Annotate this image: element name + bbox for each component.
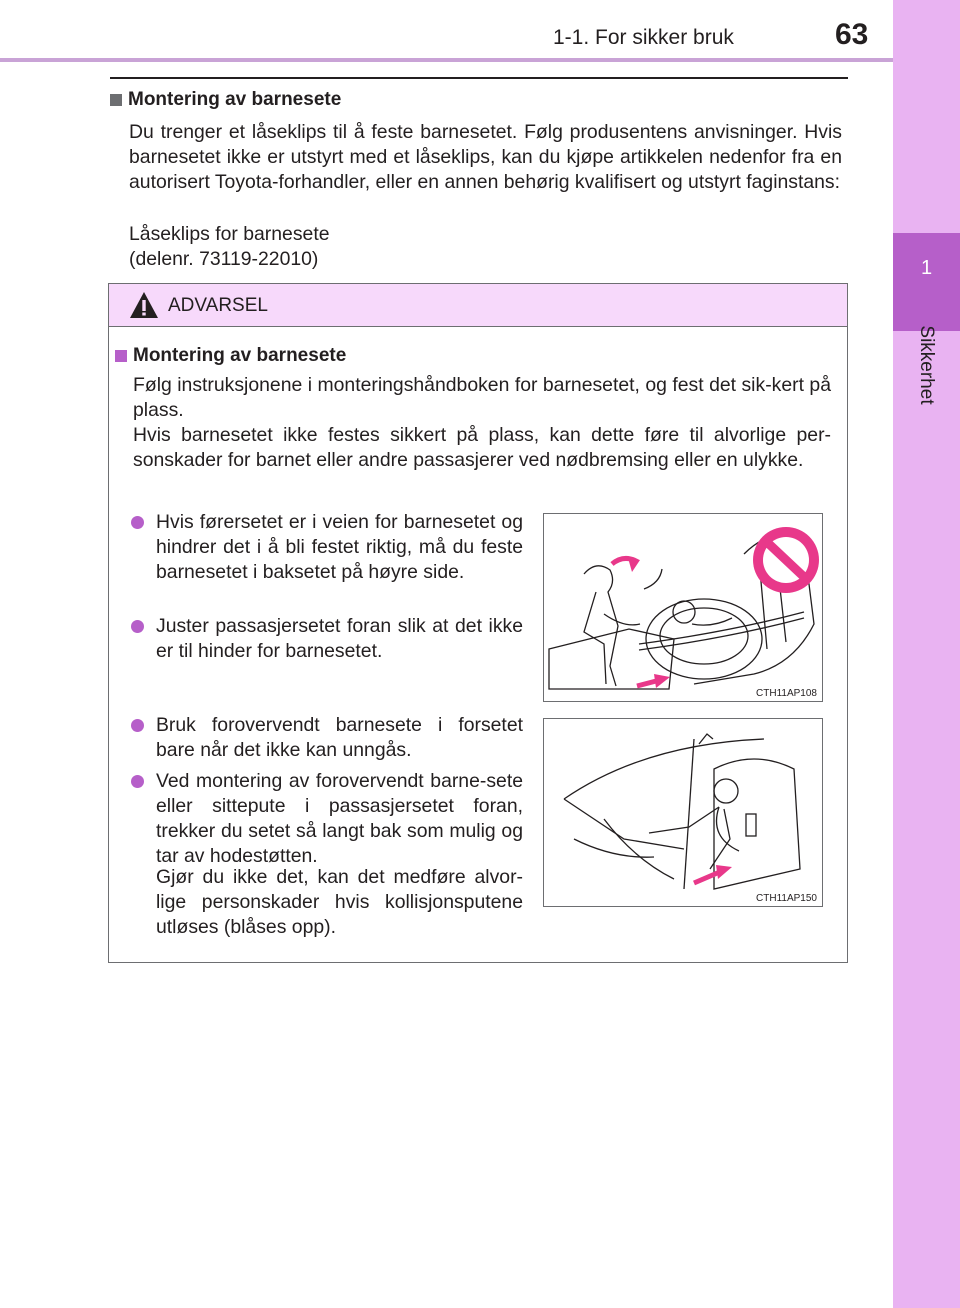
section-rule [110,77,848,79]
warning-heading-text: Montering av barnesete [133,345,347,366]
bullet-dot-icon [131,516,144,529]
bullet-dot-icon [131,719,144,732]
warning-paragraph-1: Følg instruksjonene i monteringshåndboken for barnesetet, og fest det sik-kert på plass. [133,374,831,421]
header-divider [0,58,893,62]
warning-bullet [131,713,523,763]
chapter-side-tab [893,0,960,1308]
chapter-number: 1 [920,257,933,279]
warning-bullet [131,510,523,585]
bullet-text: Bruk forovervendt barnesete i forsetet bare når det ikke kan unngås. [156,714,523,761]
child-seat-front-illustration [544,719,822,906]
part-name: Låseklips for barnesete [129,223,330,245]
figure-code: CTH11AP108 [756,688,817,699]
warning-label: ADVARSEL [168,295,268,316]
intro-paragraph: Du trenger et låseklips til å feste barnesetet. Følg produsentens anvisninger. Hvis barnesetet ikke er utstyrt med et låseklips, kan du kjøpe artikkelen nedenfor fra en autorisert Toyota-forhandler, eller en annen behørig kvalifisert og utstyrt faginstans: [129,121,842,193]
part-number: (delenr. 73119-22010) [129,248,319,270]
bullet-dot-icon [131,775,144,788]
figure-rear-seat-install [543,513,823,702]
bullet-text: Gjør du ikke det, kan det medføre alvor-lige personskader hvis kollisjonsputene utløses (blåses opp). [156,866,523,938]
bullet-text: Hvis førersetet er i veien for barnesetet og hindrer det i å bli festet riktig, må du feste barnesetet i baksetet på høyre side. [156,511,523,583]
page-number: 63 [835,18,869,51]
bullet-dot-icon [131,620,144,633]
child-seat-rear-illustration [544,514,822,701]
section-title: 1-1. For sikker bruk [553,26,734,49]
warning-bullet [131,614,523,664]
warning-heading [115,345,346,367]
warning-bullet [131,769,523,869]
section-heading [110,89,341,111]
bullet-text: Ved montering av forovervendt barne-sete eller sittepute i passasjersetet foran, trekker du setet så langt bak som mulig og tar av hodestøtten. [156,770,523,867]
figure-front-seat-install [543,718,823,907]
figure-code: CTH11AP150 [756,893,817,904]
warning-header [109,284,847,327]
warning-triangle-icon [129,291,159,319]
warning-paragraph-2: Hvis barnesetet ikke festes sikkert på plass, kan dette føre til alvorlige per-sonskader for barnet eller andre passasjerer ved nødbremsing eller en ulykke. [133,424,831,471]
bullet-text: Juster passasjersetet foran slik at det ikke er til hinder for barnesetet. [156,615,523,662]
square-bullet-icon [115,350,127,362]
chapter-number-tab[interactable] [893,233,960,331]
square-bullet-icon [110,94,122,106]
section-heading-text: Montering av barnesete [128,89,342,110]
chapter-label: Sikkerhet [916,325,937,405]
warning-bullet-continuation [131,865,523,940]
